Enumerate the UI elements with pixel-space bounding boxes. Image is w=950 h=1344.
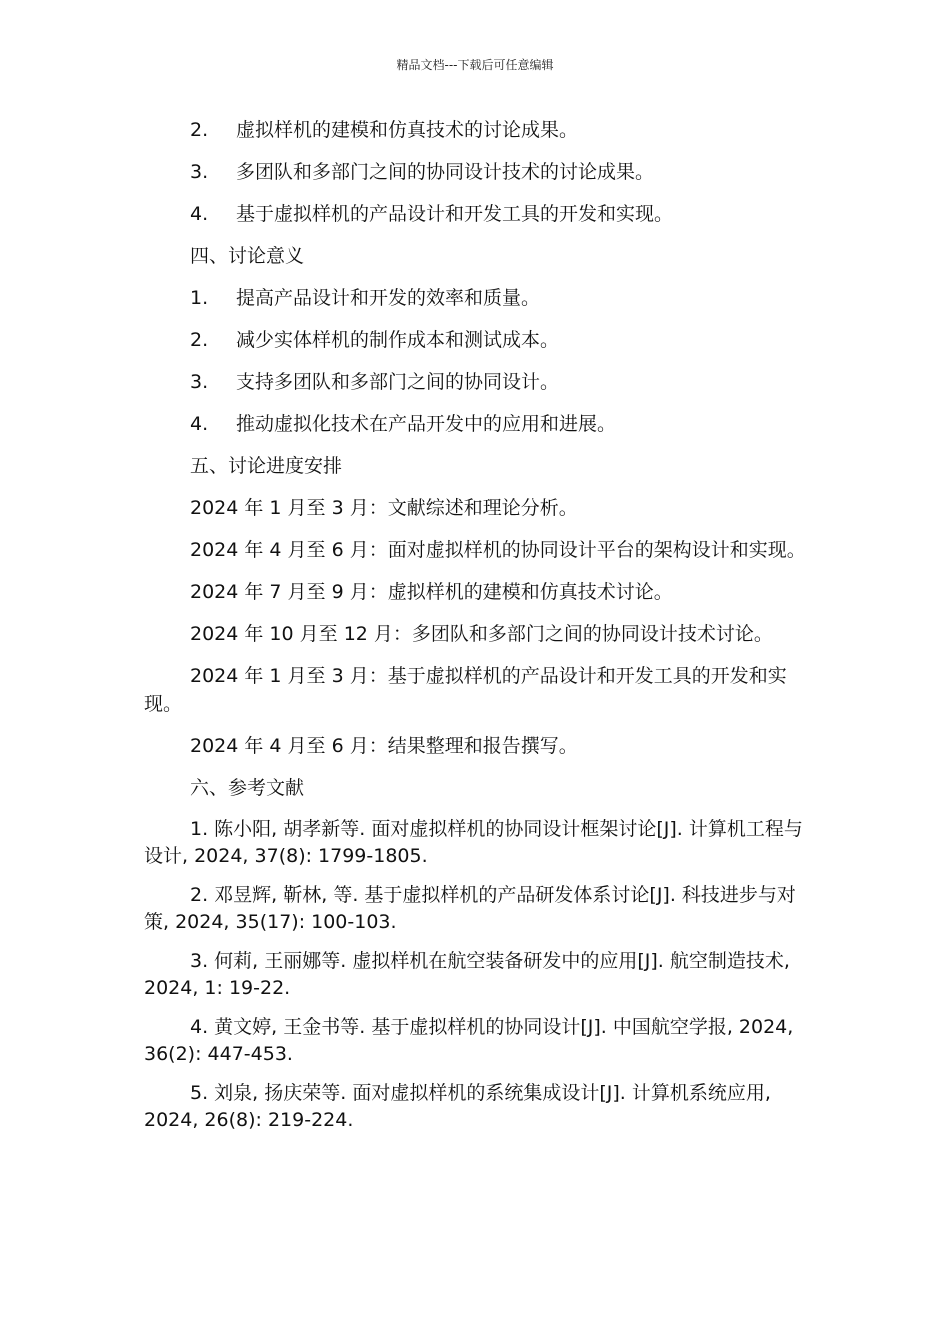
reference-item: 2. 邓昱辉, 靳林, 等. 基于虚拟样机的产品研发体系讨论[J]. 科技进步与对策, 2024, 35(17): 100-103. (144, 884, 796, 933)
item-number: 3. (190, 161, 209, 183)
schedule-item: 2024 年 4 月至 6 月：结果整理和报告撰写。 (190, 735, 578, 757)
schedule-item: 2024 年 10 月至 12 月：多团队和多部门之间的协同设计技术讨论。 (190, 623, 773, 645)
list-item (144, 116, 806, 144)
item-text: 支持多团队和多部门之间的协同设计。 (236, 371, 560, 393)
reference-item: 4. 黄文婷, 王金书等. 基于虚拟样机的协同设计[J]. 中国航空学报, 2024, 36(2): 447-453. (144, 1016, 794, 1065)
item-number: 3. (190, 371, 209, 393)
list-item (144, 410, 806, 438)
reference-item: 3. 何莉, 王丽娜等. 虚拟样机在航空装备研发中的应用[J]. 航空制造技术, 2024, 1: 19-22. (144, 950, 790, 999)
list-item (144, 368, 806, 396)
item-number: 2. (190, 329, 209, 351)
document-body (144, 116, 806, 1146)
item-text: 多团队和多部门之间的协同设计技术的讨论成果。 (236, 161, 655, 183)
schedule-item: 2024 年 4 月至 6 月：面对虚拟样机的协同设计平台的架构设计和实现。 (190, 539, 806, 561)
list-item (144, 200, 806, 228)
section-heading-references: 六、参考文献 (190, 777, 305, 799)
item-number: 2. (190, 119, 209, 141)
item-number: 4. (190, 203, 209, 225)
schedule-item: 2024 年 7 月至 9 月：虚拟样机的建模和仿真技术讨论。 (190, 581, 673, 603)
list-item (144, 326, 806, 354)
list-item (144, 284, 806, 312)
item-number: 4. (190, 413, 209, 435)
item-text: 虚拟样机的建模和仿真技术的讨论成果。 (236, 119, 579, 141)
schedule-item: 2024 年 1 月至 3 月：文献综述和理论分析。 (190, 497, 578, 519)
page-header: 精品文档---下载后可任意编辑 (396, 58, 554, 72)
list-item (144, 158, 806, 186)
reference-item: 5. 刘泉, 扬庆荣等. 面对虚拟样机的系统集成设计[J]. 计算机系统应用, 2024, 26(8): 219-224. (144, 1082, 771, 1131)
schedule-item: 2024 年 1 月至 3 月：基于虚拟样机的产品设计和开发工具的开发和实现。 (144, 665, 787, 715)
item-text: 提高产品设计和开发的效率和质量。 (236, 287, 541, 309)
section-heading-significance: 四、讨论意义 (190, 245, 305, 267)
reference-item: 1. 陈小阳, 胡孝新等. 面对虚拟样机的协同设计框架讨论[J]. 计算机工程与设计, 2024, 37(8): 1799-1805. (144, 818, 803, 867)
item-text: 减少实体样机的制作成本和测试成本。 (236, 329, 560, 351)
item-text: 推动虚拟化技术在产品开发中的应用和进展。 (236, 413, 617, 435)
item-text: 基于虚拟样机的产品设计和开发工具的开发和实现。 (236, 203, 674, 225)
item-number: 1. (190, 287, 209, 309)
section-heading-schedule: 五、讨论进度安排 (190, 455, 343, 477)
